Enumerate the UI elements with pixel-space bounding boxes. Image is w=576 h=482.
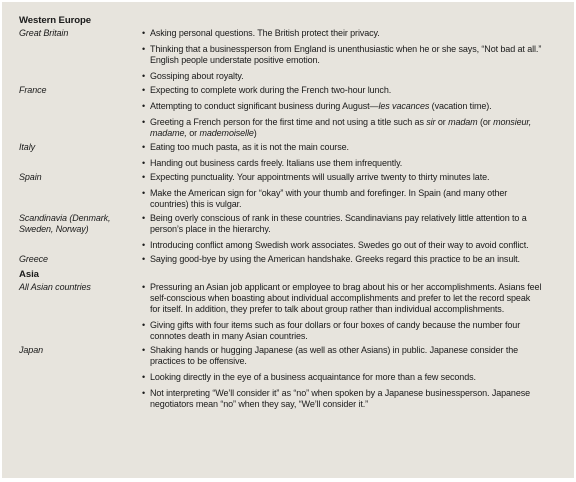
country-row (19, 213, 574, 251)
bullet-item (142, 345, 542, 367)
bullet-text (150, 117, 542, 139)
bullet-dot-icon: • (142, 388, 146, 398)
bullet-item (142, 213, 542, 235)
bullet-text (150, 388, 542, 410)
bullet-text (150, 71, 542, 82)
bullet-item (142, 320, 542, 342)
italic-term: les vacances (378, 101, 430, 111)
text-segment: or (186, 128, 200, 138)
text-segment: Expecting to complete work during the French two-hour lunch. (150, 85, 392, 95)
bullet-list (142, 282, 542, 342)
text-segment: Thinking that a businessperson from England is unenthusiastic when he or she says, “Not bad at all.” English people understate positive emotion. (150, 44, 542, 65)
country-row (19, 28, 574, 82)
bullet-dot-icon: • (142, 71, 146, 81)
text-segment: Looking directly in the eye of a business acquaintance for more than a few seconds. (150, 372, 476, 382)
bullet-item (142, 71, 542, 82)
etiquette-table (2, 2, 574, 478)
bullet-list (142, 213, 542, 251)
bullet-text (150, 44, 542, 66)
text-segment: ) (253, 128, 257, 138)
italic-term: madam (448, 117, 478, 127)
italic-term: monsieur, madame, (150, 117, 532, 138)
bullet-dot-icon: • (142, 372, 146, 382)
text-segment: Pressuring an Asian job applicant or employee to brag about his or her accomplishments. Asians feel self-conscious when boasting about individual accomplishments and prefer to let the record speak for itself. In addition, they prefer to talk about group rather than individual accomplishments. (150, 282, 542, 314)
bullet-list (142, 172, 542, 210)
text-segment: Introducing conflict among Swedish work associates. Swedes go out of their way to avoid conflict. (150, 240, 529, 250)
bullet-item (142, 372, 542, 383)
bullet-text (150, 320, 542, 342)
bullet-text (150, 158, 542, 169)
country-name: Greece (19, 254, 48, 264)
bullet-text (150, 142, 542, 153)
bullet-dot-icon: • (142, 142, 146, 152)
text-segment: Attempting to conduct significant business during August— (150, 101, 379, 111)
bullet-dot-icon: • (142, 213, 146, 223)
country-row (19, 85, 574, 139)
bullet-dot-icon: • (142, 158, 146, 168)
bullet-text (150, 282, 542, 315)
bullet-text (150, 28, 542, 39)
bullet-text (150, 240, 542, 251)
region-title: Asia (19, 269, 39, 280)
bullet-text (150, 172, 542, 183)
text-segment: Gossiping about royalty. (150, 71, 244, 81)
bullet-item (142, 28, 542, 39)
bullet-item (142, 117, 542, 139)
bullet-text (150, 254, 542, 265)
country-row (19, 142, 574, 169)
bullet-list (142, 142, 542, 169)
bullet-item (142, 85, 542, 96)
bullet-dot-icon: • (142, 44, 146, 54)
text-segment: Giving gifts with four items such as four dollars or four boxes of candy because the number four connotes death in many Asian countries. (150, 320, 521, 341)
bullet-dot-icon: • (142, 282, 146, 292)
bullet-item (142, 240, 542, 251)
text-segment: Asking personal questions. The British protect their privacy. (150, 28, 380, 38)
text-segment: Greeting a French person for the first time and not using a title such as (150, 117, 427, 127)
country-row (19, 172, 574, 210)
italic-term: mademoiselle (199, 128, 254, 138)
bullet-item (142, 254, 542, 265)
bullet-item (142, 158, 542, 169)
bullet-item (142, 142, 542, 153)
text-segment: or (435, 117, 449, 127)
bullet-dot-icon: • (142, 117, 146, 127)
country-row (19, 345, 574, 410)
text-segment: Being overly conscious of rank in these countries. Scandinavians pay relatively little attention to a person’s place in the hierarchy. (150, 213, 527, 234)
country-name: Italy (19, 142, 36, 152)
bullet-text (150, 188, 542, 210)
bullet-list (142, 85, 542, 139)
bullet-item (142, 188, 542, 210)
bullet-list (142, 254, 542, 265)
bullet-list (142, 345, 542, 410)
bullet-item (142, 172, 542, 183)
region-title: Western Europe (19, 15, 91, 26)
country-row (19, 254, 574, 265)
bullet-dot-icon: • (142, 188, 146, 198)
text-segment: (or (477, 117, 494, 127)
bullet-item (142, 101, 542, 112)
country-row (19, 282, 574, 342)
bullet-text (150, 101, 542, 112)
bullet-dot-icon: • (142, 345, 146, 355)
text-segment: Not interpreting “We’ll consider it” as “no” when spoken by a Japanese businessperson. Japanese negotiators mean “no” when they say, “We’ll consider it.” (150, 388, 531, 409)
bullet-item (142, 388, 542, 410)
bullet-dot-icon: • (142, 85, 146, 95)
bullet-text (150, 372, 542, 383)
bullet-text (150, 213, 542, 235)
bullet-dot-icon: • (142, 172, 146, 182)
bullet-dot-icon: • (142, 28, 146, 38)
text-segment: Handing out business cards freely. Italians use them infrequently. (150, 158, 403, 168)
country-name: France (19, 85, 47, 95)
bullet-dot-icon: • (142, 320, 146, 330)
text-segment: Shaking hands or hugging Japanese (as well as other Asians) in public. Japanese consider the practices to be offensive. (150, 345, 519, 366)
bullet-item (142, 282, 542, 315)
text-segment: Eating too much pasta, as it is not the main course. (150, 142, 349, 152)
bullet-dot-icon: • (142, 254, 146, 264)
country-name: Scandinavia (Denmark, Sweden, Norway) (19, 213, 111, 234)
text-segment: Make the American sign for “okay” with your thumb and forefinger. In Spain (and many other countries) this is vulgar. (150, 188, 508, 209)
text-segment: Saying good-bye by using the American handshake. Greeks regard this practice to be an insult. (150, 254, 520, 264)
country-name: All Asian countries (19, 282, 91, 292)
country-name: Great Britain (19, 28, 69, 38)
text-segment: Expecting punctuality. Your appointments will usually arrive twenty to thirty minutes late. (150, 172, 490, 182)
bullet-dot-icon: • (142, 101, 146, 111)
bullet-list (142, 28, 542, 82)
bullet-text (150, 85, 542, 96)
bullet-text (150, 345, 542, 367)
italic-term: sir (426, 117, 436, 127)
country-name: Japan (19, 345, 44, 355)
country-name: Spain (19, 172, 42, 182)
bullet-item (142, 44, 542, 66)
text-segment: (vacation time). (429, 101, 492, 111)
bullet-dot-icon: • (142, 240, 146, 250)
